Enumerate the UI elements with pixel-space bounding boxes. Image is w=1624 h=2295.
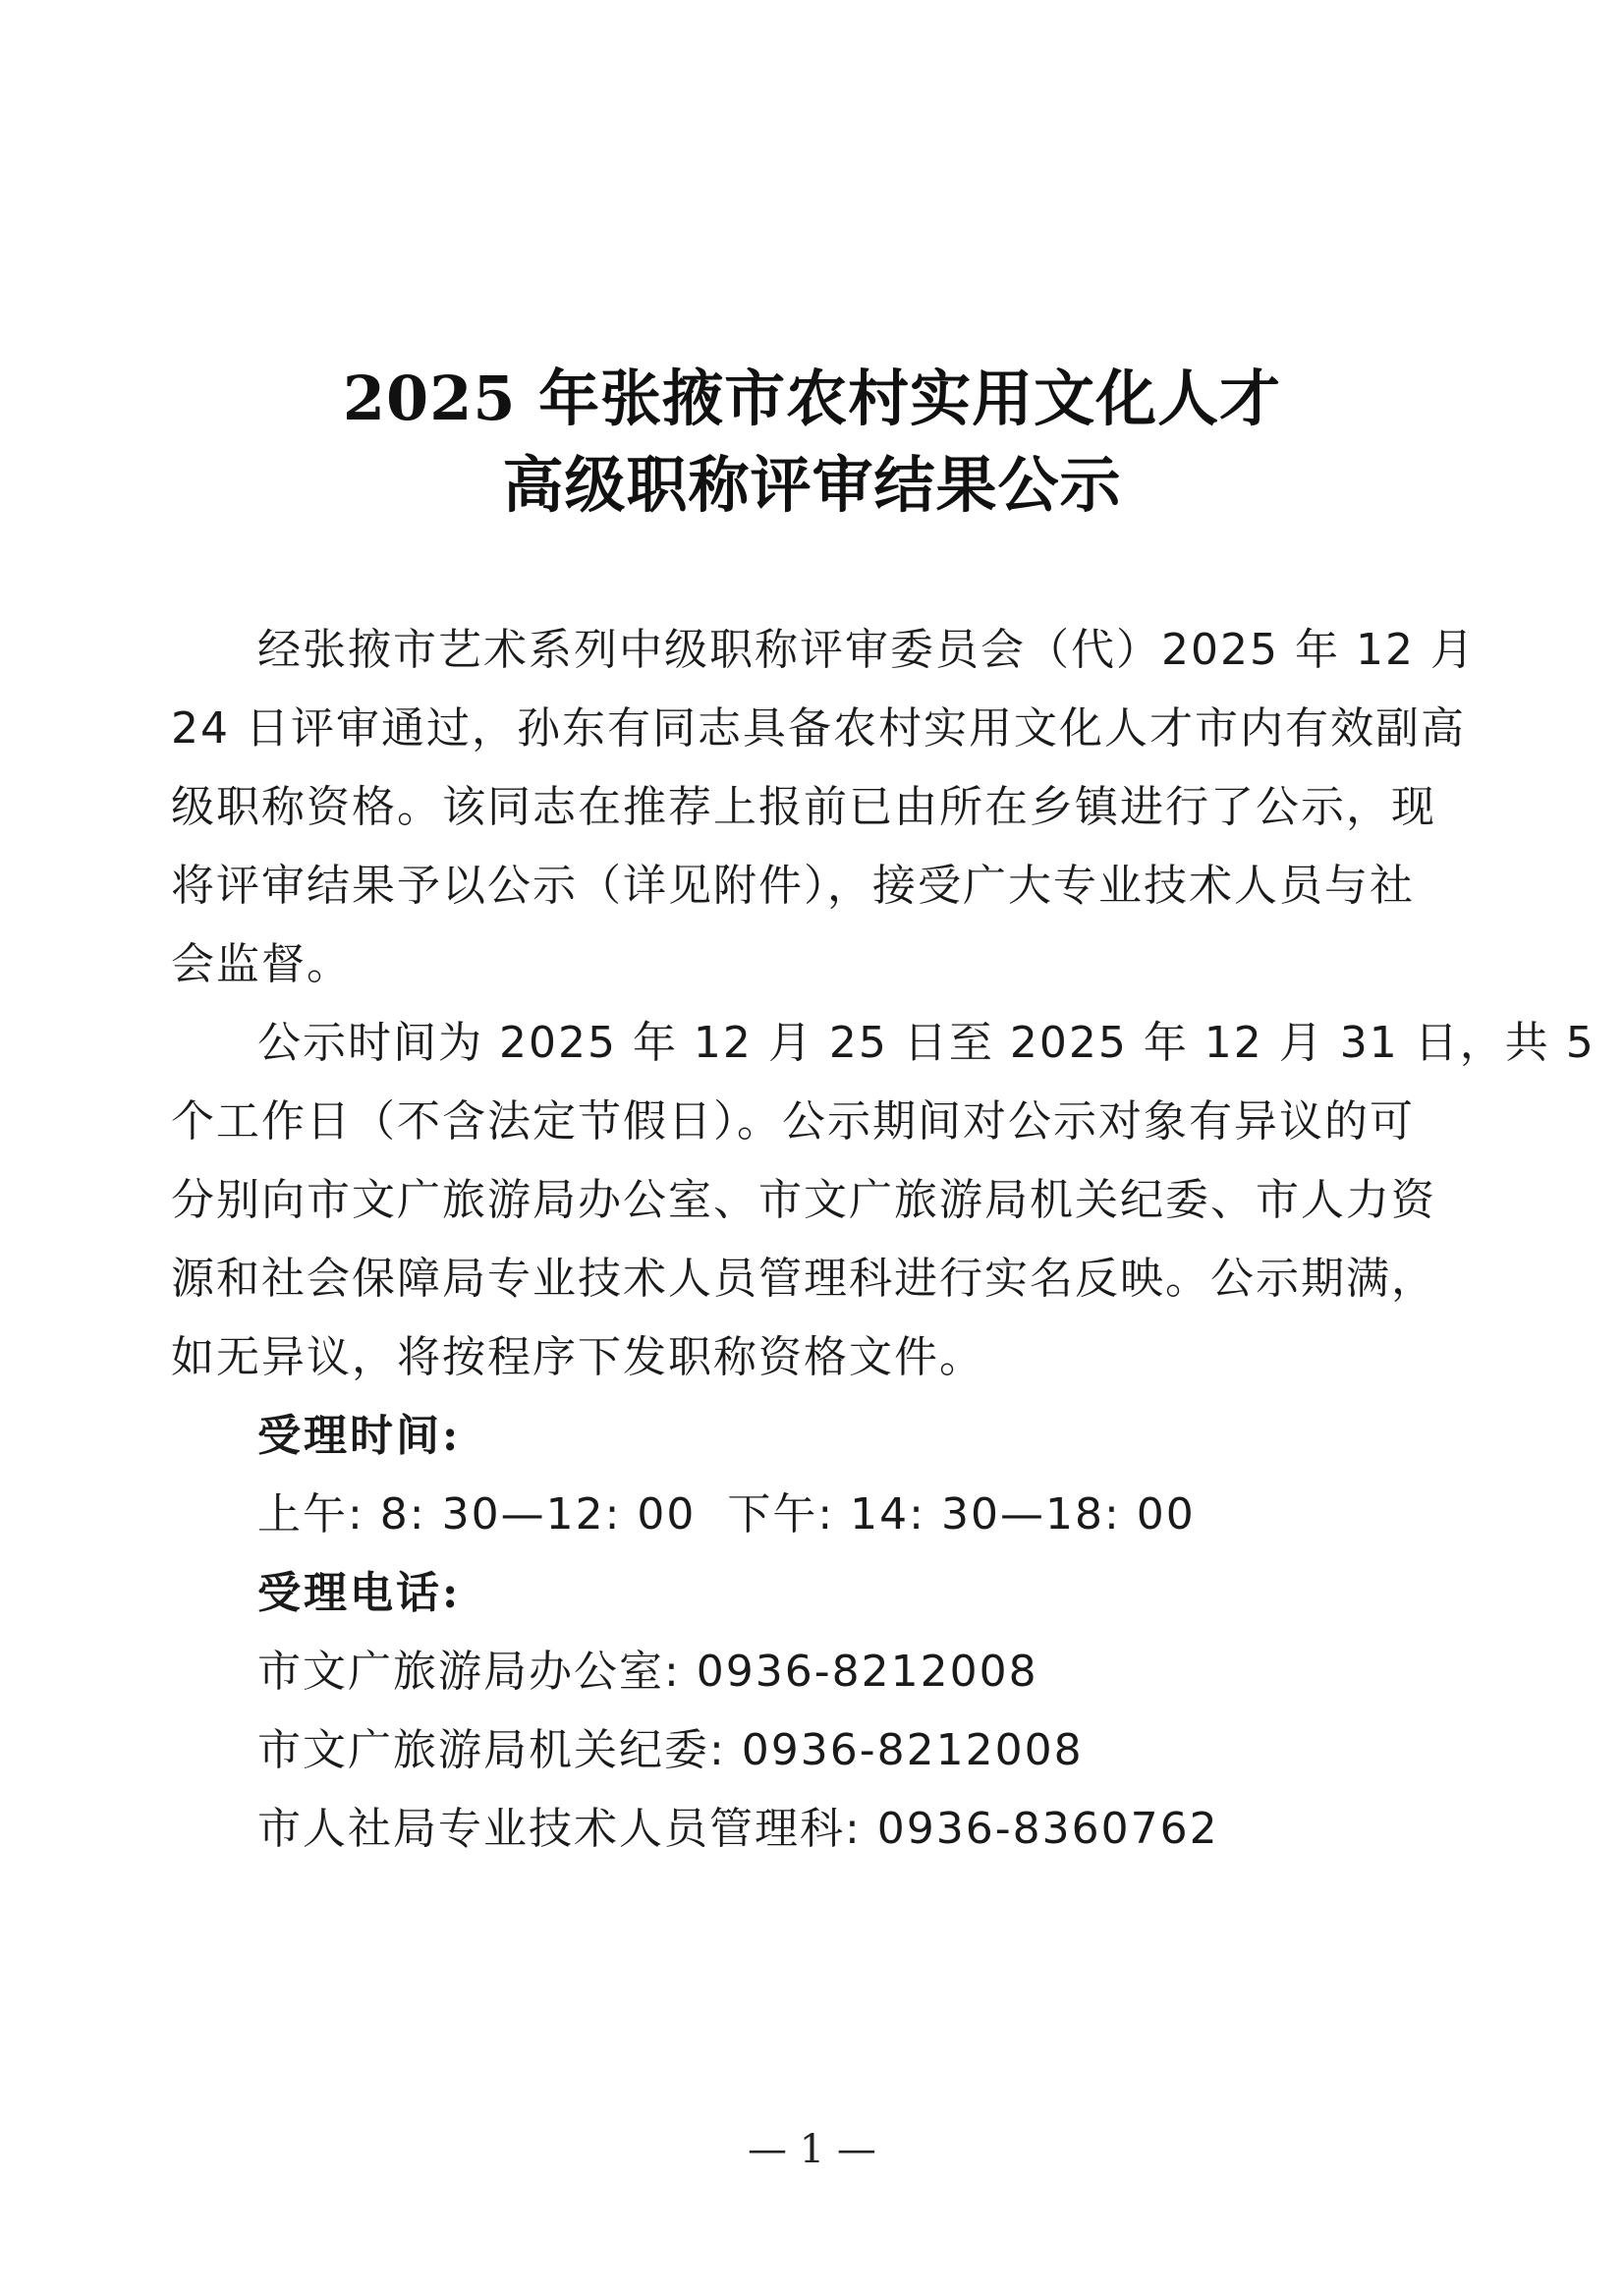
document-title-line-2: 高级职称评审结果公示	[502, 449, 1122, 521]
document-title-line-1: 2025 年张掖市农村实用文化人才	[342, 363, 1282, 434]
hours-value: 上午: 8: 30—12: 00 下午: 14: 30—18: 00	[257, 1489, 1196, 1539]
hours-label: 受理时间:	[257, 1411, 462, 1461]
paragraph-1-line-4: 将评审结果予以公示（详见附件），接受广大专业技术人员与社	[171, 861, 1415, 911]
paragraph-1-line-3: 级职称资格。该同志在推荐上报前已由所在乡镇进行了公示，现	[171, 782, 1436, 832]
paragraph-2-line-2: 个工作日（不含法定节假日）。公示期间对公示对象有异议的可	[171, 1096, 1415, 1147]
paragraph-1-line-1: 经张掖市艺术系列中级职称评审委员会（代）2025 年 12 月	[257, 625, 1476, 675]
paragraph-2-line-1: 公示时间为 2025 年 12 月 25 日至 2025 年 12 月 31 日，共 5	[257, 1018, 1596, 1068]
paragraph-2-line-3: 分别向市文广旅游局办公室、市文广旅游局机关纪委、市人力资	[171, 1175, 1436, 1225]
phone-item-hr: 市人社局专业技术人员管理科: 0936-8360762	[257, 1804, 1219, 1854]
phone-item-office: 市文广旅游局办公室: 0936-8212008	[257, 1647, 1038, 1697]
phones-label: 受理电话:	[257, 1568, 462, 1618]
paragraph-2-line-4: 源和社会保障局专业技术人员管理科进行实名反映。公示期满，	[171, 1254, 1436, 1304]
paragraph-1-line-5: 会监督。	[171, 939, 352, 989]
page-number: — 1 —	[748, 2127, 876, 2172]
paragraph-1-line-2: 24 日评审通过，孙东有同志具备农村实用文化人才市内有效副高	[171, 703, 1466, 754]
phone-item-discipline: 市文广旅游局机关纪委: 0936-8212008	[257, 1725, 1084, 1775]
paragraph-2-line-5: 如无异议，将按程序下发职称资格文件。	[171, 1332, 984, 1382]
